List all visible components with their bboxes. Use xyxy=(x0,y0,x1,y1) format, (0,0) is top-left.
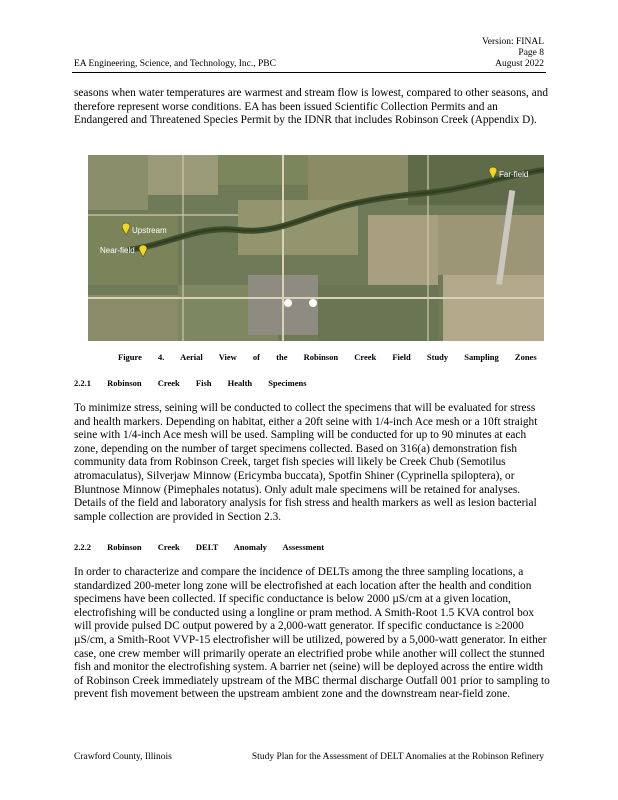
section-221-heading: 2.2.1 Robinson Creek Fish Health Specimens xyxy=(74,378,307,388)
page-number: Page 8 xyxy=(518,48,544,58)
aerial-map xyxy=(88,155,544,341)
section-222-heading: 2.2.2 Robinson Creek DELT Anomaly Assessment xyxy=(74,542,325,552)
section-221-body: To minimize stress, seining will be conducted to collect the specimens that will be evaluated for stress and health markers. Depending on habitat, either a 20ft seine with 1/4-inch Ace mesh or a 10ft straight seine with 1/4-inch Ace mesh will be used. Sampling will be conducted for up to 90 minutes at each zone, depending on the number of target specimens collected. Based on 316(a) demonstration fish community data from Robinson Creek, target fish species will likely be Creek Chub (Semotilus atromaculatus), Silverjaw Minnow (Ericymba buccata), Spotfin Shiner (Cyprinella spiloptera), or Bluntnose Minnow (Pimephales notatus). Only adult male specimens will be retained for analyses. Details of the field and laboratory analysis for fish stress and health markers as well as lesion bacterial sample collection are provided in Section 2.3. xyxy=(74,402,538,523)
report-date: August 2022 xyxy=(495,59,544,69)
near-field-label: Near-field xyxy=(100,246,135,255)
upstream-label: Upstream xyxy=(132,226,167,235)
route-shield-icon xyxy=(309,299,317,307)
far-field-label: Far-field xyxy=(499,170,529,179)
section-222-body: In order to characterize and compare the incidence of DELTs among the three sampling locations, a standardized 200-meter long zone will be electrofished at each location after the health and condition specimens have been collected. If specific conductance is below 2000 µS/cm at a given location, electrofishing will be conducted using a longline or pram method. A Smith-Root 1.5 KVA control box will provide pulsed DC output powered by a 2,000-watt generator. If specific conductance is ≥2000 µS/cm, a Smith-Root VVP-15 electrofisher will be utilized, powered by a 5,000-watt generator. In either case, one crew member will primarily operate an electrified probe while another will collect the stunned fish and monitor the electrofishing system. A barrier net (seine) will be deployed across the entire width of Robinson Creek immediately upstream of the MBC thermal discharge Outfall 001 prior to sampling to prevent fish movement between the upstream ambient zone and the downstream near-field zone. xyxy=(74,566,550,701)
header-meta xyxy=(482,37,544,70)
aerial-map-figure xyxy=(88,155,544,341)
intro-paragraph: seasons when water temperatures are warmest and stream flow is lowest, compared to other seasons, and therefore represent worse conditions. EA has been issued Scientific Collection Permits and an Endangered and Threatened Species Permit by the IDNR that includes Robinson Creek (Appendix D). xyxy=(74,87,549,127)
footer-county: Crawford County, Illinois xyxy=(74,752,172,762)
figure-caption: Figure 4. Aerial View of the Robinson Creek Field Study Sampling Zones xyxy=(118,352,537,362)
version-label: Version: FINAL xyxy=(481,37,544,47)
header-divider xyxy=(72,72,546,73)
footer-title: Study Plan for the Assessment of DELT Anomalies at the Robinson Refinery xyxy=(251,752,544,762)
route-shield-icon xyxy=(284,299,292,307)
company-name: EA Engineering, Science, and Technology, Inc., PBC xyxy=(74,59,276,69)
